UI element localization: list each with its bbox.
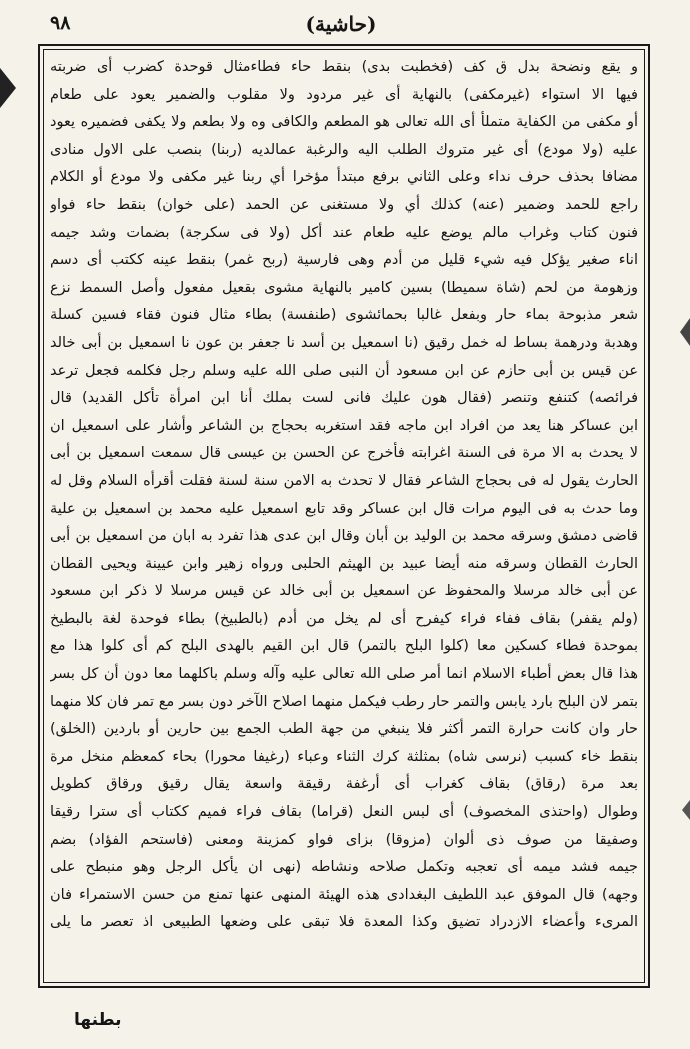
text-line: فنون كتاب وغراب مالم يوضع عليه طعام عند أكل (ولا فى سكرجة) بضمات وشد جيمه (50, 224, 638, 241)
running-title: (حاشية) (305, 12, 377, 36)
text-frame (38, 44, 650, 988)
text-line: (ولم يقفر) بقاف ففاء فراء كيفرح أى لم يخل من أدم (بالطبيخ) بطاء فوحدة لغة بالبطيخ (50, 610, 638, 627)
margin-mark (682, 800, 690, 820)
margin-mark (680, 318, 690, 346)
body-text (50, 54, 638, 978)
margin-mark (0, 68, 16, 108)
text-line: شعر مذبوحة بماء حار وبفعل غالبا بحمائشوى (طنفسة) بطاء مثال فنون فقاء فسين كسلة (50, 307, 638, 324)
text-line: بتمر لان البلح بارد يابس والتمر حار رطب فيكمل منهما اصلاح الآخر دون بسر مع تمر فان كلا منهما (50, 693, 638, 710)
text-line: لا يحدث به الا مرة فى السنة اغرابته فأخرج عن الحسن بن عيسى قال سمعت اسمعيل بن أبى (50, 445, 638, 462)
page-number: ٩٨ (50, 12, 71, 34)
text-line: هذا قال بعض أطباء الاسلام انما أمر صلى الله تعالى عليه وآله وسلم باكلهما معا دون أن كل بسر (50, 666, 638, 683)
text-line: وزهومة من لحم (شاة سميطا) بسين كامير بالنهاية مشوى بقعيل مفعول وأصل السمط نزع (50, 279, 638, 296)
text-line: مضافا بحذف حرف نداء وعلى الثاني برفع مبتدأ مؤخرا أي ربنا غير مكفى ولا مودع أو الكلام (50, 169, 638, 186)
text-line: و يقع ونضحة بدل ق كف (فخطبت بدى) بنقط حاء فطاءمثال قوحدة كضرب أى ضربته (50, 59, 638, 75)
text-line: أو مكفى من الكفاية متملأ أى الله تعالى هو المطعم والكافى وه ولا بطعم ولا يكفى فضميره يعود (50, 114, 638, 131)
text-line: وطوال (واحتذى المخصوف) أى لبس النعل (قراما) بقاف فراء فميم ككتاب أى سترا رقيقا (50, 804, 638, 821)
text-line: راجع للحمد وضمير (عنه) كذلك أي ولا مستغنى عن الحمد (على خوان) بنقط حاء فواو (50, 196, 638, 213)
text-line: وصفيقا من صوف ذى ألوان (مزوقا) بزاى فواو كمزينة ومعنى (فاستحم الفؤاد) بضم (50, 831, 638, 848)
catchword: بطنها (74, 1010, 122, 1030)
text-line: اناء صغير يؤكل فيه شيء قليل من أدم وهى فارسية (ربح غمر) بنقط عينه ككتب أى دسم (50, 252, 638, 269)
text-line: وما حدث به فى اليوم مرات قال ابن عساكر وقد تابع اسمعيل عليه محمد بن اسمعيل بن علية (50, 500, 638, 517)
text-line: عن قيس بن أبى حازم عن ابن مسعود أن النبى صلى الله عليه وسلم رجل فكلمه فجعل ترعد (50, 362, 638, 379)
text-line: الحارث القطان وسرقه منه أيضا عبيد بن الهيثم الحلبى ورواه زهير وابن عيينة ويحيى القطان (50, 555, 638, 572)
text-line: ابن عساكر هنا يعد من افراد ابن ماجه فقد استغربه بحجاج بن الشاعر وأشار على اسمعيل ان (50, 417, 638, 434)
text-line: حار وان كانت حرارة التمر أكثر فلا ينبغي من جهة الطب الجمع بين حارين أو باردين (الخلق) (50, 721, 638, 738)
text-line: فيها الا استواء (غيرمكفى) بالنهاية أى غير مردود ولا مقلوب والضمير يعود على طعام (50, 86, 638, 103)
text-line: بعد مرة (رقاق) بقاف كغراب أى أرغفة رقيقة واسعة يقال رقيق ورقاق كطويل (50, 776, 638, 793)
page-header (40, 6, 642, 46)
text-line: الحارث يقول له فى بحجاج الشاعر فقال لا تحدث به الامن سنة لسنة فقلت أقرأه السلام وقل له (50, 472, 638, 489)
text-line: وهدبة ودرهمة بساط له خمل رقيق (نا اسمعيل بن أسد نا جعفر بن عون نا اسمعيل بن أبى خالد (50, 334, 638, 351)
text-line: بموحدة فطاء كسكين معا (كلوا البلح بالتمر) قال ابن القيم بالهدى البلح كم أى كلوا هذا مع (50, 638, 638, 655)
text-line: المرىء وأعضاء الازدراد تضيق وكذا المعدة فلا تبقى على وضعها الطبيعى اذ تعصر ما يلى (50, 914, 638, 931)
text-line: جيمه فشد ميمه أى تعجبه وتكمل صلاحه ونشاطه (نهى ان يأكل الرجل وهو منبطح على (50, 859, 638, 876)
text-line: قاضى دمشق وسرقه محمد بن الوليد بن أبان وقال ابن عدى هذا تفرد به ابان من اسمعيل بن أبى (50, 528, 638, 545)
text-line: بنقط خاء كسبب (نرسى شاه) بمثلثة كرك الثناء وعباء (رغيفا محورا) بحاء كمعظم منخل مرة (50, 748, 638, 765)
text-line: عن أبى خالد مرسلا والمحفوظ عن اسمعيل بن أبى خالد عن قيس مرسلا لا ذكر ابن مسعود (50, 583, 638, 600)
text-line: فرائصه) كتنفع وتنصر (فقال هون عليك فانى لست بملك أنا ابن امرأة تأكل القديد) قال (50, 390, 638, 407)
text-line: وجهه) قال الموفق عبد اللطيف البغدادى هذه الهيئة المنهى عنها تمنع من حسن الاستمراء فان (50, 886, 638, 903)
text-line: عليه (ولا مودع) أى غير متروك الطلب اليه والرغبة عمالديه (ربنا) بنصب على الاول منادى (50, 141, 638, 158)
